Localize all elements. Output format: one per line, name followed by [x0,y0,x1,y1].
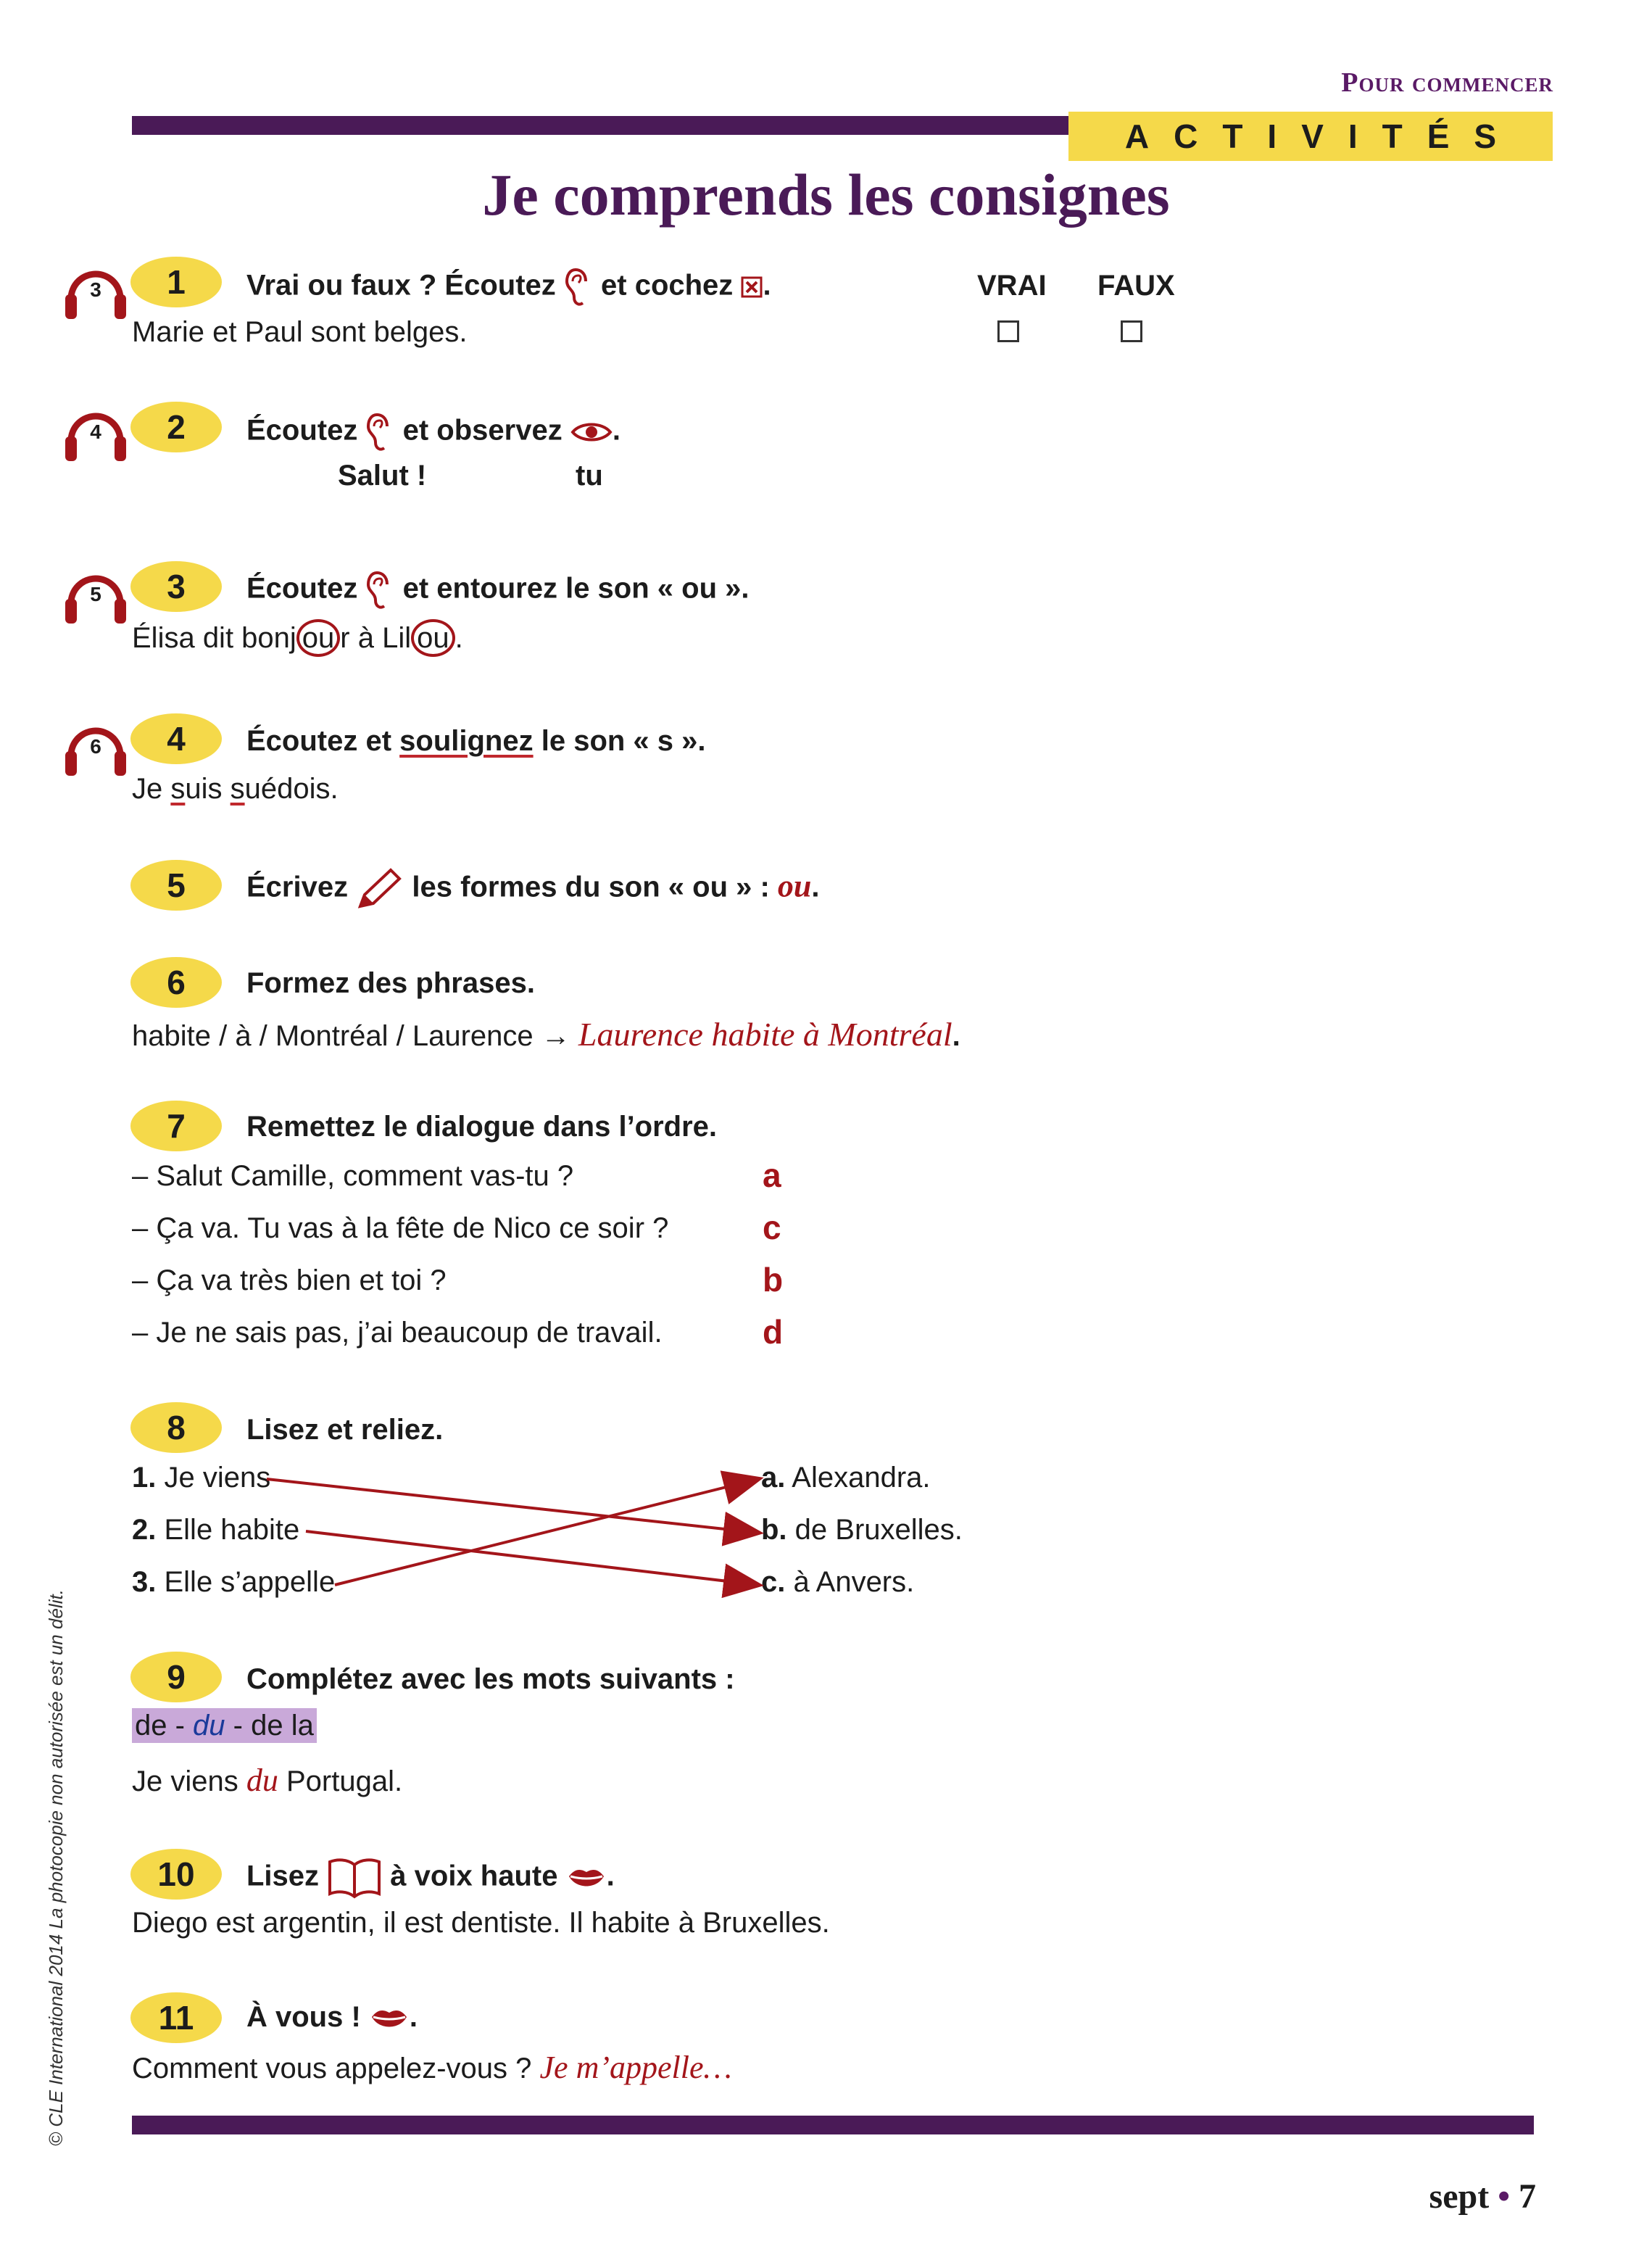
track-number: 5 [90,583,101,605]
activities-banner: ACTIVITÉS [1068,112,1553,161]
exercise-4-instruction: Écoutez et soulignez le son « s ». [246,725,706,757]
match-right-item: b. de Bruxelles. [761,1514,963,1546]
exercise-number-8: 8 [130,1402,222,1453]
exercise-10-sentence: Diego est argentin, il est dentiste. Il habite à Bruxelles. [132,1907,830,1939]
exercise-number-2: 2 [130,402,222,452]
match-arrow-3-a [335,1479,758,1585]
exercise-number-11: 11 [130,1992,222,2043]
dialogue-line: – Salut Camille, comment vas-tu ? [132,1160,574,1192]
track-number: 3 [90,278,101,301]
exercise-4-sentence: Je suis suédois. [132,773,339,805]
lips-icon [369,2005,410,2032]
answer-ou: ou [777,868,812,904]
exercise-number-5: 5 [130,860,222,911]
vrai-header: VRAI [977,270,1047,302]
answer-du: du [246,1763,278,1798]
page-number: sept • 7 [1429,2177,1536,2216]
copyright-notice: © CLE International 2014 La photocopie non autorisée est un délit. [45,1589,67,2146]
exercise-number-6: 6 [130,957,222,1008]
exercise-11-sentence: Comment vous appelez-vous ? Je m’appelle… [132,2050,732,2085]
section-label: Pour commencer [1341,67,1553,98]
exercise-3-sentence: Élisa dit bonj ou r à Lil ou . [132,622,463,655]
match-left-item: 1. Je viens [132,1462,271,1494]
match-left-item: 3. Elle s’appelle [132,1566,336,1598]
exercise-9-sentence: Je viens du Portugal. [132,1763,403,1798]
track-number: 4 [90,421,101,443]
exercise-7-instruction: Remettez le dialogue dans l’ordre. [246,1111,718,1143]
order-answer: a [763,1156,781,1194]
lips-icon [566,1865,607,1891]
answer-name: Je m’appelle… [539,2050,732,2085]
dialogue-line: – Ça va très bien et toi ? [132,1264,447,1296]
exercise-number-9: 9 [130,1652,222,1702]
exercise-number-4: 4 [130,713,222,764]
match-arrow-1-b [267,1479,758,1533]
exercise-1-instruction: Vrai ou faux ? Écoutez et cochez . [246,267,771,307]
exercise-2-instruction: Écoutez et observez . [246,412,620,452]
exercise-number-1: 1 [130,257,222,307]
match-left-item: 2. Elle habite [132,1514,300,1546]
answer-sentence: Laurence habite à Montréal [578,1016,952,1053]
match-right-item: c. à Anvers. [761,1566,915,1598]
track-number: 6 [90,735,101,758]
exercise-5-instruction: Écrivez les formes du son « ou » : ou. [246,867,820,911]
exercise-number-3: 3 [130,561,222,612]
order-answer: b [763,1261,784,1299]
word-salut: Salut ! [338,460,427,492]
circled-ou: ou [411,619,455,657]
word-bank: de - du - de la [132,1710,317,1742]
match-right-item: a. Alexandra. [761,1462,931,1494]
exercise-number-10: 10 [130,1849,222,1900]
faux-header: FAUX [1097,270,1175,302]
exercise-8-instruction: Lisez et reliez. [246,1414,444,1446]
word-tu: tu [576,460,603,492]
order-answer: c [763,1209,781,1246]
footer-rule [132,2116,1534,2134]
book-icon [327,1856,382,1900]
page-title: Je comprends les consignes [482,162,1170,228]
exercise-1-sentence: Marie et Paul sont belges. [132,316,468,348]
exercise-6-instruction: Formez des phrases. [246,967,535,999]
dialogue-line: – Ça va. Tu vas à la fête de Nico ce soir ? [132,1212,669,1244]
circled-ou: ou [296,619,341,657]
exercise-10-instruction: Lisez à voix haute . [246,1856,615,1900]
exercise-3-instruction: Écoutez et entourez le son « ou ». [246,570,749,610]
match-arrow-2-c [306,1531,758,1585]
exercise-11-instruction: À vous ! . [246,2001,418,2033]
order-answer: d [763,1313,784,1351]
exercise-9-instruction: Complétez avec les mots suivants : [246,1663,735,1695]
dialogue-line: – Je ne sais pas, j’ai beaucoup de travail. [132,1317,663,1349]
exercise-6-sentence: habite / à / Montréal / Laurence → Laurence habite à Montréal. [132,1016,960,1053]
exercise-number-7: 7 [130,1101,222,1151]
